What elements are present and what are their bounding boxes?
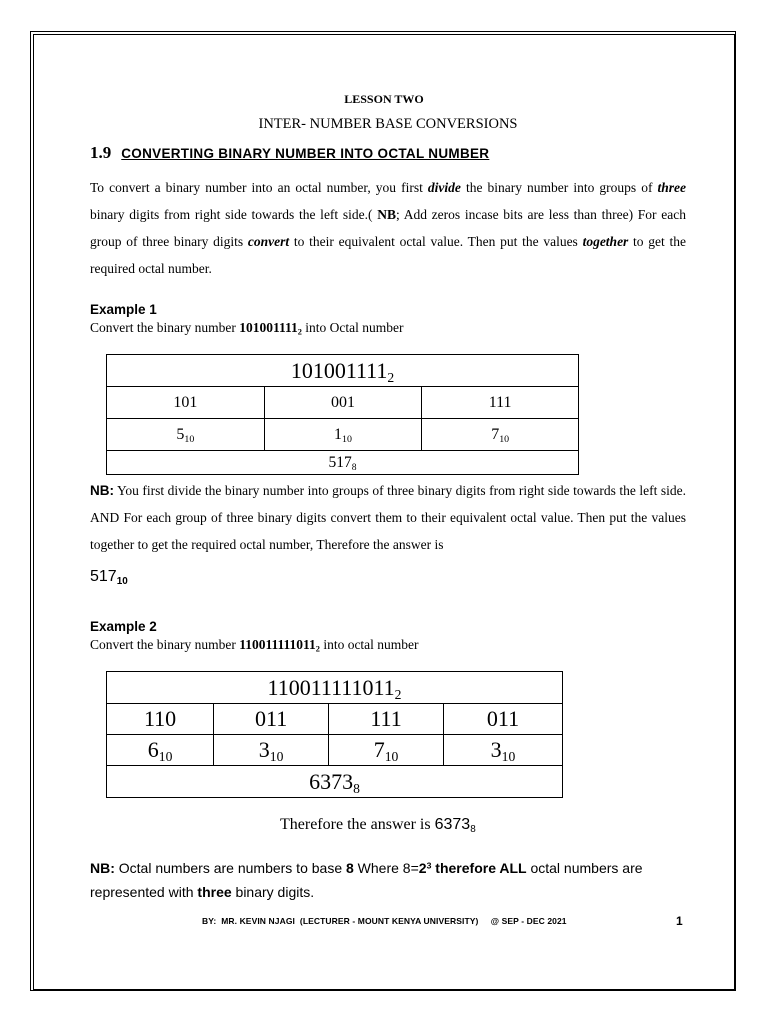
example1-base: 2	[297, 327, 302, 337]
example1-prefix: Convert the binary number	[90, 320, 240, 335]
note-exponent: 3	[426, 860, 432, 871]
footer-credit: BY: MR. KEVIN NJAGI (LECTURER - MOUNT KENYA UNIVERSITY) @ SEP - DEC 2021	[202, 916, 567, 926]
note-emphasis: three	[197, 884, 232, 900]
answer-value: 6373	[434, 816, 471, 833]
example1-group-cell: 001	[264, 387, 422, 419]
digit: 3	[258, 737, 270, 762]
answer-prefix: Therefore the answer is	[280, 816, 435, 833]
note-label: NB:	[90, 860, 115, 876]
example2-digit-cell	[107, 735, 214, 766]
intro-text: binary digits from right side towards the left side.(	[90, 207, 378, 222]
example2-prefix: Convert the binary number	[90, 637, 240, 652]
note-emphasis: 2	[418, 860, 427, 876]
example2-digit-cell	[443, 735, 562, 766]
intro-emphasis: three	[657, 180, 686, 195]
example1-digit-cell	[264, 419, 422, 451]
digit: 7	[491, 425, 500, 443]
example1-group-cell: 101	[107, 387, 265, 419]
example2-digit-cell	[329, 735, 444, 766]
example1-suffix: into Octal number	[301, 320, 404, 335]
example1-answer	[90, 568, 128, 586]
example1-table-header	[107, 355, 579, 387]
note-emphasis: 8	[346, 860, 354, 876]
example2-base: 2	[315, 644, 320, 654]
answer-value: 517	[90, 568, 117, 585]
intro-emphasis: divide	[427, 180, 461, 195]
result-value: 517	[328, 453, 352, 471]
note-emphasis: ALL	[499, 860, 527, 876]
answer-base: 8	[470, 823, 476, 835]
section-title: CONVERTING BINARY NUMBER INTO OCTAL NUMBER	[121, 146, 490, 161]
intro-text: ; Add zeros incase bits are less than three) For each group of three binary digits	[90, 207, 686, 249]
intro-text: the binary number into groups of	[460, 180, 658, 195]
digit: 1	[334, 425, 342, 443]
digit-base: 10	[269, 749, 284, 765]
example2-digit-cell	[214, 735, 329, 766]
section-number: 1.9	[90, 143, 112, 162]
digit: 7	[373, 737, 385, 762]
example2-group-cell: 110	[107, 704, 214, 735]
digit-base: 10	[342, 433, 352, 445]
example2-instruction	[90, 637, 419, 653]
nb-text: You first divide the binary number into groups of three binary digits from right side towards the left side. AND For each group of three binary digits convert them to their equivalent octal value. Then put the values together to get the required octal number, Therefore the answer is	[90, 483, 686, 552]
lesson-subtitle: INTER- NUMBER BASE CONVERSIONS	[258, 116, 518, 132]
digit-base: 10	[158, 749, 173, 765]
example2-result-cell	[107, 766, 563, 798]
example1-instruction	[90, 320, 404, 336]
note-text: therefore	[431, 860, 500, 876]
note-text: binary digits.	[231, 884, 315, 900]
note-text: Octal numbers are numbers to base	[114, 860, 346, 876]
header-base: 2	[387, 369, 395, 385]
digit-base: 10	[384, 749, 399, 765]
example1-number: 101001111	[239, 320, 298, 335]
example1-table	[106, 354, 579, 475]
example1-digit-cell	[107, 419, 265, 451]
intro-text: to their equivalent octal value. Then put the values	[289, 234, 583, 249]
intro-paragraph	[90, 174, 686, 282]
example2-table-header	[107, 672, 563, 704]
note-text: octal numbers are represented with	[90, 860, 643, 900]
page-number: 1	[676, 914, 683, 928]
digit-base: 10	[499, 433, 510, 445]
digit-base: 10	[501, 749, 516, 765]
answer-base: 10	[116, 575, 128, 587]
intro-nb: NB	[377, 207, 396, 222]
section-heading	[90, 143, 489, 163]
intro-emphasis: convert	[247, 234, 290, 249]
result-value: 6373	[309, 768, 354, 794]
example1-digit-cell	[422, 419, 579, 451]
example2-group-cell: 011	[443, 704, 562, 735]
lesson-title: LESSON TWO	[344, 92, 424, 106]
intro-text: to get the required octal number.	[90, 234, 687, 276]
digit-base: 10	[184, 433, 195, 445]
example2-group-cell: 011	[214, 704, 329, 735]
intro-emphasis: together	[582, 234, 629, 249]
header-value: 101001111	[290, 357, 388, 383]
digit: 5	[176, 425, 185, 443]
example1-result-cell	[107, 451, 579, 475]
example2-label: Example 2	[90, 619, 157, 634]
example2-number: 110011111011	[239, 637, 316, 652]
header-base: 2	[394, 686, 402, 702]
nb-label: NB:	[90, 483, 114, 498]
example2-table	[106, 671, 563, 798]
result-base: 8	[353, 780, 360, 796]
example2-group-cell: 111	[329, 704, 444, 735]
intro-text: To convert a binary number into an octal number, you first	[90, 180, 428, 195]
note-text: Where 8=	[353, 860, 419, 876]
header-value: 110011111011	[267, 674, 395, 700]
example1-group-cell: 111	[422, 387, 579, 419]
example1-label: Example 1	[90, 302, 157, 317]
octal-note	[90, 856, 710, 904]
example1-note	[90, 477, 686, 558]
example2-suffix: into octal number	[319, 637, 419, 652]
result-base: 8	[351, 461, 357, 473]
digit: 3	[490, 737, 502, 762]
digit: 6	[147, 737, 159, 762]
example2-answer	[280, 816, 476, 834]
